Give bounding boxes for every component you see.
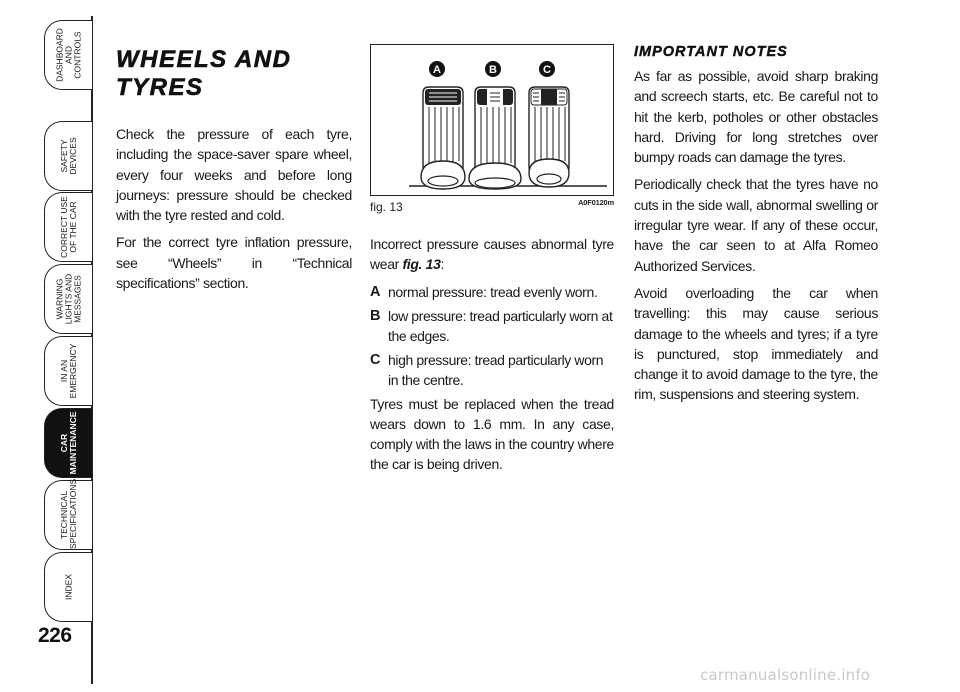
figure-label-b: B: [489, 64, 497, 76]
intro-colon: :: [440, 256, 445, 273]
tab-safety-devices[interactable]: [44, 121, 92, 191]
paragraph-avoid-overloading: Avoid overloading the car when travelling: this may cause serious damage to the wheels and tyres; if a tyre is punctured, stop immediately and change it to avoid damage to the tyre, the rim, suspensions and steering system.: [634, 284, 878, 403]
tyre-c-drawing: [529, 87, 569, 187]
tab-label: WARNING LIGHTS AND MESSAGES: [54, 273, 82, 325]
figure-caption: fig. 13: [370, 200, 403, 214]
section-tabs: [0, 0, 100, 692]
column-tyre-wear: [370, 44, 614, 482]
page-number: 226: [38, 624, 72, 647]
tyre-wear-illustration: [371, 45, 612, 194]
list-item-c: [370, 350, 614, 390]
tab-label: IN AN EMERGENCY: [58, 343, 78, 399]
tab-dashboard-and-controls[interactable]: [44, 20, 92, 90]
tab-label: INDEX: [63, 574, 73, 600]
figure-label-c: C: [543, 64, 551, 76]
tab-warning-lights[interactable]: [44, 264, 92, 334]
tab-technical-specifications[interactable]: [44, 480, 92, 550]
tab-label: TECHNICAL SPECIFICATIONS: [58, 478, 78, 549]
tab-label: SAFETY DEVICES: [58, 137, 78, 175]
paragraph-incorrect-pressure: [370, 234, 614, 275]
watermark: carmanualsonline.info: [700, 666, 871, 684]
tyre-a-drawing: [421, 87, 465, 189]
column-important-notes: [634, 44, 878, 412]
paragraph-avoid-braking: As far as possible, avoid sharp braking and screech starts, etc. Be careful not to hit the kerb, potholes or other obstacles hard. Driving for long stretches over bumpy roads can damage the tyres.: [634, 68, 878, 166]
list-item-b: [370, 306, 614, 346]
item-text: low pressure: tread particularly worn at the edges.: [388, 307, 613, 344]
tab-index[interactable]: [44, 552, 92, 622]
item-key: C: [370, 351, 381, 368]
tab-label: DASHBOARD AND CONTROLS: [54, 28, 82, 82]
paragraph-check-cuts: Periodically check that the tyres have no cuts in the side wall, abnormal swelling or irregular tyre wear. If any of these occur, have the car seen to at Alfa Romeo Authorized Services.: [634, 176, 878, 274]
item-text: high pressure: tread particularly worn in the centre.: [388, 351, 604, 388]
tyre-b-drawing: [469, 87, 521, 189]
item-key: A: [370, 283, 381, 300]
intro-text: Incorrect pressure causes abnormal tyre wear: [370, 236, 614, 273]
paragraph-inflation-reference: For the correct tyre inflation pressure, see “Wheels” in “Technical specifications” section.: [116, 234, 352, 292]
figure-caption-row: [370, 200, 614, 218]
item-text: normal pressure: tread evenly worn.: [388, 283, 598, 300]
paragraph-replace-tyres: Tyres must be replaced when the tread wears down to 1.6 mm. In any case, comply with the laws in the country where the car is being driven.: [370, 395, 614, 473]
column-wheels-and-tyres: [116, 44, 352, 300]
section-title: WHEELS AND TYRES: [116, 46, 292, 101]
tab-label: CAR MAINTENANCE: [58, 411, 78, 475]
item-key: B: [370, 307, 381, 324]
tab-label: CORRECT USE OF THE CAR: [58, 196, 78, 258]
tyre-wear-figure: [370, 44, 614, 196]
tab-correct-use[interactable]: [44, 192, 92, 262]
section-subtitle: IMPORTANT NOTES: [634, 44, 788, 60]
figure-label-a: A: [433, 64, 441, 76]
tab-in-an-emergency[interactable]: [44, 336, 92, 406]
paragraph-check-pressure: Check the pressure of each tyre, including the space-saver spare wheel, every four weeks and before long journeys: pressure should be checked with the tyre rested and cold.: [116, 126, 352, 224]
figure-code: A0F0120m: [578, 198, 614, 207]
tab-car-maintenance[interactable]: [44, 408, 92, 478]
list-item-a: [370, 282, 614, 302]
figure-reference[interactable]: fig. 13: [402, 256, 441, 273]
